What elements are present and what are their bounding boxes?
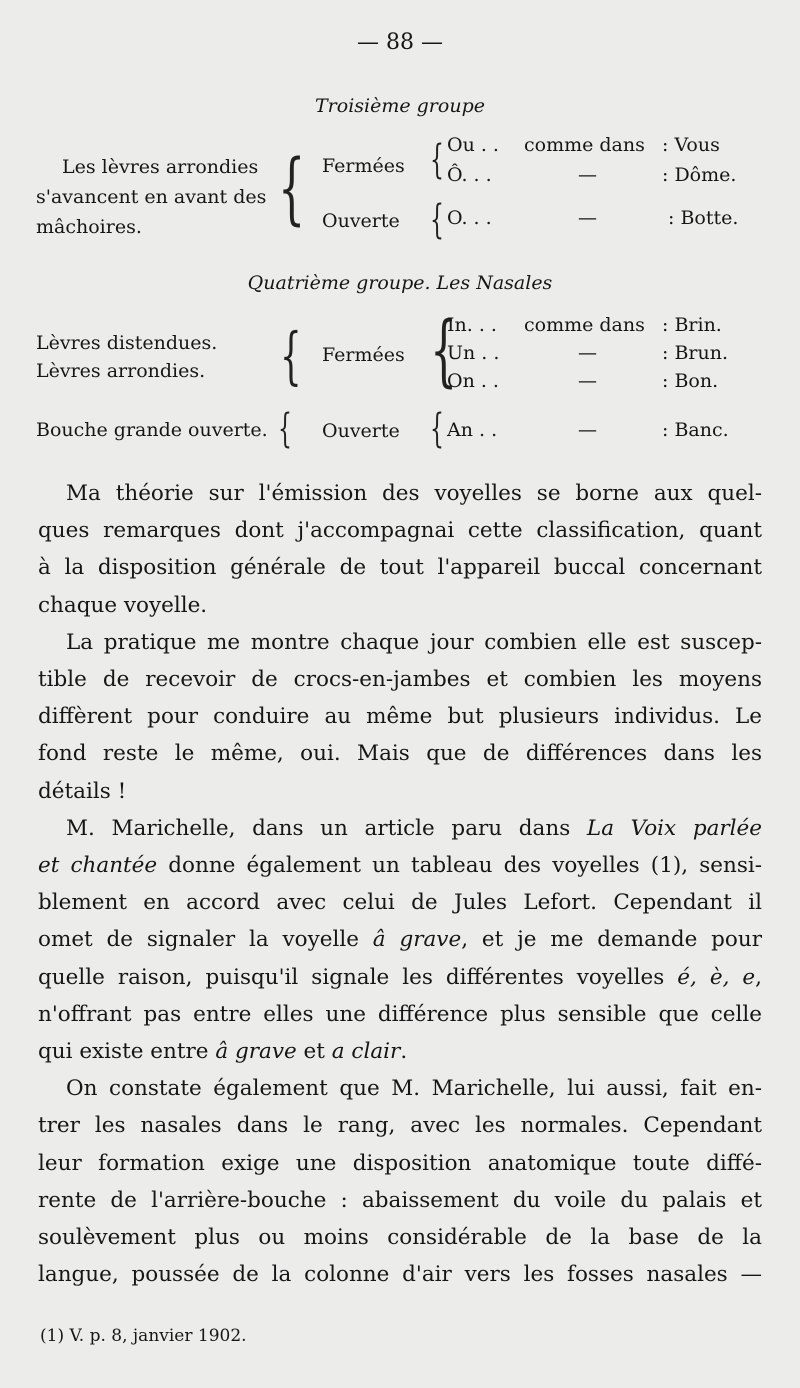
text-line: détails !: [38, 778, 127, 804]
text-line: [38, 810, 762, 847]
paragraph-4: [38, 1070, 762, 1293]
text-line: trer les nasales dans le rang, avec les normales. Cependant: [38, 1113, 762, 1139]
group4-desc-line-2: Lèvres arrondies.: [36, 360, 206, 382]
journal-title: et chantée: [38, 853, 158, 879]
italic-term: é, è, e: [677, 964, 756, 990]
text-run: ,: [755, 964, 762, 990]
group4-row-2-vowel: Un . .: [447, 342, 500, 364]
group4-row-1-sep: comme dans: [524, 314, 645, 336]
text-run: et: [296, 1039, 332, 1065]
group3-row-3-sep: —: [578, 207, 597, 229]
text-line: On constate également que M. Marichelle, lui aussi, fait en-: [66, 1076, 762, 1102]
group4-row-4-word: : Banc.: [662, 419, 729, 441]
group4-closed-brace: {: [430, 306, 458, 396]
group3-desc-line-1: Les lèvres arrondies: [62, 156, 259, 178]
paragraph-1: [38, 475, 762, 624]
group4-heading: Quatrième groupe. Les Nasales: [247, 272, 553, 294]
group4-row-4-vowel: An . .: [447, 419, 498, 441]
group3-open-brace: {: [430, 197, 444, 243]
text-line: fond reste le même, oui. Mais que de différences dans les: [38, 741, 762, 767]
group3-desc-brace: {: [278, 144, 306, 234]
text-run: omet de signaler la voyelle: [38, 927, 373, 953]
group4-row-3-sep: —: [578, 370, 597, 392]
text-line: n'offrant pas entre elles une différence plus sensible que celle: [38, 1001, 762, 1027]
footnote: (1) V. p. 8, janvier 1902.: [40, 1326, 247, 1346]
text-run: donne également un tableau des voyelles (1), sensi-: [157, 853, 762, 879]
text-run: .: [400, 1039, 408, 1065]
group4-row-1-word: : Brin.: [662, 314, 722, 336]
group3-row-1-sep: comme dans: [524, 134, 645, 156]
group4-row-3-vowel: On . .: [447, 370, 499, 392]
group3-closed-brace: {: [430, 137, 444, 183]
paragraph-3: [38, 810, 762, 1070]
group4-row-2-sep: —: [578, 342, 597, 364]
text-run: M. Marichelle, dans un article paru dans: [66, 815, 587, 841]
group4-row-4-sep: —: [578, 419, 597, 441]
text-line: La pratique me montre chaque jour combien elle est suscep-: [66, 629, 762, 655]
text-line: leur formation exige une disposition anatomique toute diffé-: [38, 1150, 762, 1176]
text-line: langue, poussée de la colonne d'air vers les fosses nasales —: [38, 1262, 762, 1288]
text-line: ques remarques dont j'accompagnai cette classification, quant: [38, 518, 762, 544]
group3-row-1-vowel: Ou . .: [447, 134, 499, 156]
text-line: rente de l'arrière-bouche : abaissement du voile du palais et: [38, 1187, 762, 1213]
text-line: [38, 921, 762, 958]
text-line: tible de recevoir de crocs-en-jambes et combien les moyens: [38, 667, 762, 693]
text-line: [38, 847, 762, 884]
group4-open-desc-brace: {: [278, 406, 292, 452]
group3-row-2-word: : Dôme.: [662, 164, 737, 186]
page-number: — 88 —: [357, 30, 443, 55]
italic-term: â grave: [215, 1039, 297, 1065]
text-line: diffèrent pour conduire au même but plusieurs individus. Le: [38, 704, 762, 730]
text-run: quelle raison, puisqu'il signale les différentes voyelles: [38, 964, 678, 990]
group3-desc-line-3: mâchoires.: [36, 216, 142, 238]
text-line: à la disposition générale de tout l'appareil buccal concernant: [38, 555, 762, 581]
body-text: [38, 475, 762, 1293]
group3-row-2-sep: —: [578, 164, 597, 186]
group4-desc-line-1: Lèvres distendues.: [36, 332, 218, 354]
group4-desc-brace: {: [280, 319, 302, 392]
text-run: qui existe entre: [38, 1039, 216, 1065]
group4-open-brace: {: [430, 406, 444, 452]
group3-row-3-word: : Botte.: [668, 207, 739, 229]
group4-open-label: Ouverte: [322, 420, 400, 442]
group4-row-3-word: : Bon.: [662, 370, 719, 392]
group3-row-3-vowel: O. . .: [447, 207, 492, 229]
paragraph-2: [38, 624, 762, 810]
italic-term: â grave: [372, 927, 462, 953]
group3-heading: Troisième groupe: [315, 95, 485, 117]
group3-open-label: Ouverte: [322, 210, 400, 232]
group3-desc-line-2: s'avancent en avant des: [36, 186, 267, 208]
text-line: Ma théorie sur l'émission des voyelles se borne aux quel-: [66, 481, 762, 506]
group4-row-2-word: : Brun.: [662, 342, 728, 364]
group4-row-1-vowel: In. . .: [447, 314, 497, 336]
text-line: blement en accord avec celui de Jules Lefort. Cependant il: [38, 890, 762, 916]
text-line: chaque voyelle.: [38, 592, 208, 618]
italic-term: a clair: [331, 1039, 401, 1065]
text-line: [38, 1033, 762, 1070]
journal-title: La Voix parlée: [586, 815, 763, 841]
group3-row-2-vowel: Ô. . .: [447, 164, 492, 186]
text-line: [38, 959, 762, 996]
group4-closed-label: Fermées: [322, 344, 405, 366]
group3-row-1-word: : Vous: [662, 134, 720, 156]
group3-closed-label: Fermées: [322, 155, 405, 177]
group4-open-desc: Bouche grande ouverte.: [36, 419, 268, 441]
text-run: , et je me demande pour: [461, 927, 762, 953]
text-line: soulèvement plus ou moins considérable de la base de la: [38, 1225, 762, 1251]
